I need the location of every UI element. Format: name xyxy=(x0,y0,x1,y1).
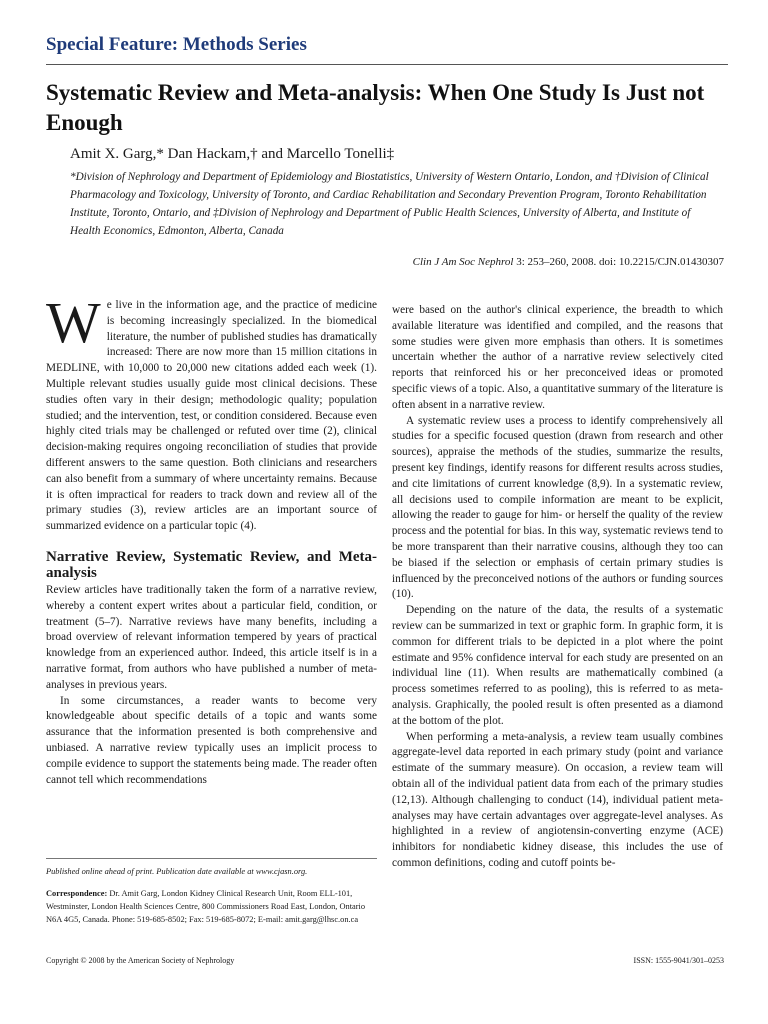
correspondence-text: Dr. Amit Garg, London Kidney Clinical Research Unit, Room ELL-101, Westminster, London Health Sciences Centre, 800 Commissioners Road East, London, Ontario N6A 4G5, Canada. Phone: 519-685-8502; Fax: 519-685-8072; E-mail: amit.garg@lhsc.on.ca xyxy=(46,889,366,924)
publication-note: Published online ahead of print. Publication date available at www.cjasn.org. xyxy=(46,867,308,876)
affiliations: *Division of Nephrology and Department of Epidemiology and Biostatistics, University of Western Ontario, London, and †Division of Clinical Pharmacology and Toxicology, University of Toronto, and Cardiac Rehabilitation and Secondary Prevention Program, Toronto Rehabilitation Institute, Toronto, Ontario, and ‡Division of Nephrology and Department of Public Health Sciences, University of Alberta, and Institute of Health Economics, Edmonton, Alberta, Canada xyxy=(70,171,709,237)
intro-text: e live in the information age, and the practice of medicine is becoming increasingly specialized. In the biomedical literature, the number of published studies has dramatically increased: There are now more than 15 million citations in MEDLINE, with 10,000 to 20,000 new citations added each week (1). Multiple relevant studies usually guide most clinical decisions. These studies often vary in their design; methodologic quality; population studied; and the intervention, test, or condition considered. Because even highly cited trials may be challenged or refuted over time (2), clinical decision-making requires ongoing reconciliation of studies that provide different answers to the same question. Both clinicians and researchers can also benefit from a summary of where uncertainty remains. Because it is often impractical for readers to track down and review all of the primary studies (3), review articles are an important source of summarized evidence on a particular topic (4). xyxy=(46,299,377,533)
copyright: Copyright © 2008 by the American Society of Nephrology xyxy=(46,956,235,965)
correspondence xyxy=(46,887,377,926)
issn: ISSN: 1555-9041/301–0253 xyxy=(633,956,724,965)
series-label: Special Feature: Methods Series xyxy=(46,34,307,55)
footnotes xyxy=(46,858,377,926)
header-rule xyxy=(46,64,728,65)
authors: Amit X. Garg,* Dan Hackam,† and Marcello Tonelli‡ xyxy=(70,146,395,162)
body-paragraph: Review articles have traditionally taken the form of a narrative review, whereby a content expert writes about a particular field, condition, or treatment (5–7). Narrative reviews have many benefits, including a broad overview of relevant information tempered by years of practical knowledge from an experienced author. Indeed, this article itself is in a narrative format, from authors who have published a number of meta-analyses in previous years. xyxy=(46,583,377,691)
citation xyxy=(413,256,724,268)
footnote-rule xyxy=(46,858,377,859)
article-title: Systematic Review and Meta-analysis: When One Study Is Just not Enough xyxy=(46,80,705,135)
body-paragraph: A systematic review uses a process to identify comprehensively all studies for a specific focused question (drawn from research and other sources), appraise the methods of the studies, summarize the results, present key findings, identify reasons for different results across studies, and cite limitations of current knowledge (8,9). In a systematic review, all decisions used to compile information are meant to be explicit, allowing the reader to gauge for him- or herself the quality of the review process and the potential for bias. In this way, systematic reviews tend to be more transparent than their narrative cousins, although they too can be biased if the selection or emphasis of certain primary studies is influenced by the preconceived notions of the authors or funding sources (10). xyxy=(392,414,723,601)
citation-details: 3: 253–260, 2008. doi: 10.2215/CJN.01430307 xyxy=(516,256,724,268)
drop-cap: W xyxy=(46,290,101,355)
body-paragraph: were based on the author's clinical experience, the breadth to which available literature was identified and compiled, and the reasons that some studies were given more emphasis than others. It is sometimes uncertain whether the author of a narrative review selectively cited reports that reinforced his or her preconceived ideas or promoted specific views of a topic. Also, a quantitative summary of the literature is often absent in a narrative review. xyxy=(392,304,723,411)
body-paragraph: In some circumstances, a reader wants to become very knowledgeable about specific details of a topic and wants some assurance that the information presented is both comprehensive and unbiased. A narrative review typically uses an implicit process to compile evidence to support the statements being made. The reader often cannot tell which recommendations xyxy=(46,694,377,786)
right-column xyxy=(392,303,723,872)
body-paragraph: When performing a meta-analysis, a review team usually combines aggregate-level data reported in each primary study (point and variance estimate of the summary measure). On occasion, a review team will obtain all of the individual patient data from each of the primary studies (12,13). Although challenging to conduct (14), individual patient meta-analyses may have certain advantages over aggregate-level analyses. As highlighted in a review of angiotensin-converting enzyme (ACE) inhibitors for nondiabetic kidney disease, this includes the use of common definitions, coding and cutoff points be- xyxy=(392,730,723,869)
intro-paragraph xyxy=(46,290,377,535)
citation-journal: Clin J Am Soc Nephrol xyxy=(412,256,514,268)
body-paragraph: Depending on the nature of the data, the results of a systematic review can be summarized in text or graphic form. In graphic form, it is common for different trials to be depicted in a plot where the point estimate and 95% confidence interval for each study are presented on an individual line (11). When results are mathematically combined (a process sometimes referred to as pooling), this is referred to as meta-analysis. Graphically, the pooled result is often presented as a diamond at the bottom of the plot. xyxy=(392,604,723,727)
section-heading: Narrative Review, Systematic Review, and Meta-analysis xyxy=(46,548,377,581)
correspondence-label: Correspondence: xyxy=(46,889,108,898)
left-column xyxy=(46,290,377,788)
